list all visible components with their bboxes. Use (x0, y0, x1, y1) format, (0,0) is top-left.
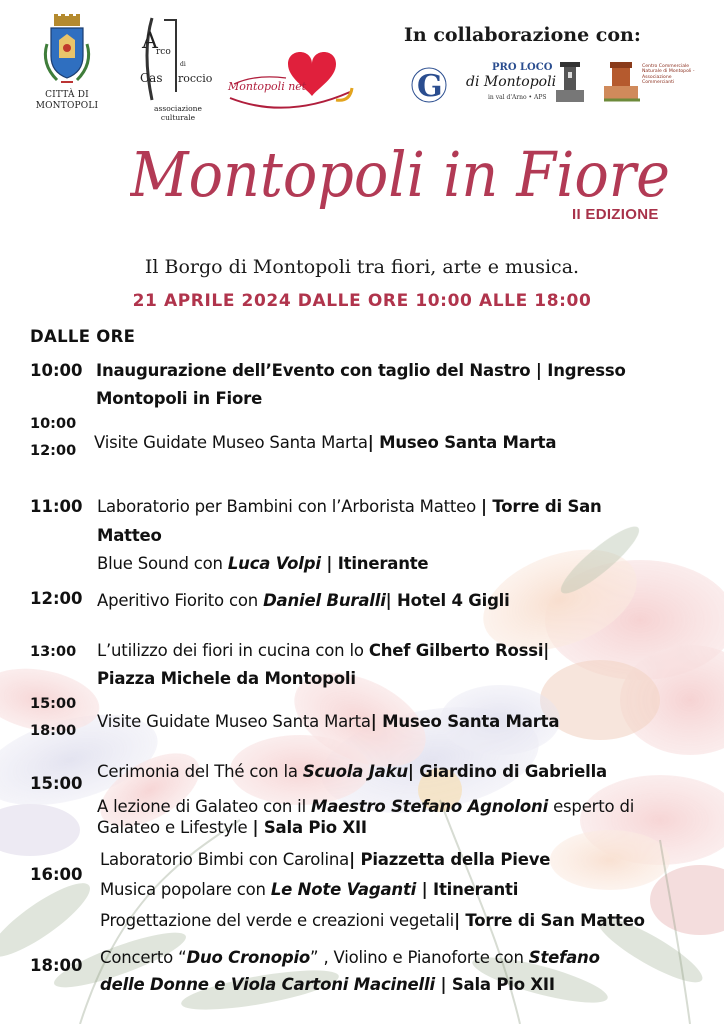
item-text: Musica popolare con (100, 880, 271, 899)
comune-montopoli-logo (34, 14, 100, 122)
pro-loco-main-label: di Montopoli (466, 74, 557, 90)
item-blue-sound (97, 554, 428, 573)
comune-caption-line1: CITTÀ DI (45, 90, 89, 100)
item-artist2-b: delle Donne e Viola Cartoni Macinelli (100, 975, 435, 994)
item-fiori-in-cucina-place: Piazza Michele da Montopoli (97, 669, 356, 688)
arco-text-di: di (180, 61, 186, 68)
centro-commerciale-logo (604, 58, 698, 104)
item-text: Visite Guidate Museo Santa Marta (97, 712, 371, 731)
item-laboratorio-place-line2: Matteo (97, 526, 162, 545)
item-text: A lezione di Galateo con il (97, 797, 311, 816)
tower-icon (554, 60, 586, 106)
item-text: Cerimonia del Thé con la (97, 762, 303, 781)
item-inaugurazione-line2: Montopoli in Fiore (96, 389, 263, 408)
item-concerto-line2 (100, 975, 555, 994)
item-cerimonia-the (97, 762, 607, 781)
event-date: 21 APRILE 2024 DALLE ORE 10:00 ALLE 18:00 (132, 291, 592, 311)
arco-text-roccio: roccio (178, 72, 213, 85)
arco-text-rco: rco (156, 47, 171, 57)
item-artist: Daniel Buralli (263, 591, 386, 610)
time-11-00: 11:00 (30, 497, 83, 516)
item-text3: Galateo e Lifestyle (97, 818, 253, 837)
item-place: | Hotel 4 Gigli (385, 591, 510, 610)
tagline: Il Borgo di Montopoli tra fiori, arte e musica. (144, 256, 580, 278)
item-aperitivo (97, 591, 510, 610)
montopoli-net-logo (226, 44, 356, 120)
item-place: | Giardino di Gabriella (407, 762, 607, 781)
item-artist: Duo Cronopio (186, 948, 311, 967)
item-place: | Museo Santa Marta (367, 433, 557, 452)
g-letter: G (417, 69, 443, 104)
item-text: Visite Guidate Museo Santa Marta (94, 433, 368, 452)
item-inaugurazione-line1: Inaugurazione dell’Evento con taglio del Nastro | Ingresso (96, 361, 626, 380)
item-place: | Torre di San (481, 497, 602, 516)
schedule-heading: DALLE ORE (30, 327, 136, 346)
item-text: Progettazione del verde e creazioni vegetali (100, 911, 455, 930)
item-text: L’utilizzo dei fiori in cucina con lo (97, 641, 369, 660)
item-artist: Luca Volpi (227, 554, 321, 573)
time-12-00: 12:00 (30, 589, 83, 608)
pro-loco-top-label: PRO LOCO (492, 62, 553, 73)
time-13-00: 13:00 (30, 644, 77, 660)
comune-crest-icon (39, 14, 95, 90)
item-progettazione-verde (100, 911, 645, 930)
pro-loco-logo (462, 58, 586, 108)
item-text2: esperto di (548, 797, 635, 816)
item-place: | Itineranti (416, 880, 519, 899)
time-12-00-end: 12:00 (30, 443, 77, 459)
montopoli-net-label: Montopoli net (228, 80, 307, 93)
item-musica-popolare (100, 880, 518, 899)
collaboration-heading: In collaborazione con: (404, 24, 641, 46)
item-place: | Itinerante (320, 554, 429, 573)
time-18-00: 18:00 (30, 956, 83, 975)
event-title-text: Montopoli in Fiore (130, 138, 671, 211)
item-galateo-line2 (97, 818, 367, 837)
time-15-00: 15:00 (30, 774, 83, 793)
arco-caption: associazione culturale (154, 104, 202, 122)
item-place: | Sala Pio XII (252, 818, 367, 837)
item-text: Laboratorio per Bambini con l’Arborista Matteo (97, 497, 482, 516)
item-place: | Piazzetta della Pieve (349, 850, 551, 869)
time-16-00: 16:00 (30, 865, 83, 884)
arco-text-cas: Cas (140, 71, 163, 85)
item-laboratorio-bambini (97, 497, 602, 516)
item-chef: Chef Gilberto Rossi| (368, 641, 550, 660)
arco-letter-a: A (142, 29, 158, 54)
item-artist2-a: Stefano (528, 948, 600, 967)
item-laboratorio-bimbi (100, 850, 550, 869)
item-visite-guidate-1 (94, 433, 556, 452)
item-visite-guidate-2 (97, 712, 559, 731)
item-artist: Maestro Stefano Agnoloni (311, 797, 549, 816)
time-10-00: 10:00 (30, 361, 83, 380)
item-artist: Scuola Jaku (302, 762, 408, 781)
arco-di-castruccio-logo (138, 12, 218, 122)
time-18-00-end: 18:00 (30, 723, 77, 739)
item-place: | Torre di San Matteo (454, 911, 645, 930)
item-text: Laboratorio Bimbi con Carolina (100, 850, 350, 869)
item-place: | Sala Pio XII (434, 975, 555, 994)
arco-arch-icon (138, 12, 218, 104)
item-artist: Le Note Vaganti (270, 880, 417, 899)
item-galateo-line1 (97, 797, 634, 816)
item-concerto-line1 (100, 948, 600, 967)
edition-label: II EDIZIONE (572, 206, 659, 223)
item-fiori-in-cucina (97, 641, 549, 660)
g-partner-logo (410, 64, 448, 106)
time-15-00-start: 15:00 (30, 696, 77, 712)
centro-commerciale-text: Centro Commerciale Naturale di Montopoli - Associazione Commercianti (642, 64, 695, 86)
g-letter-icon (410, 64, 448, 106)
time-10-00-start: 10:00 (30, 416, 77, 432)
item-text: Blue Sound con (97, 554, 228, 573)
pro-loco-sub-label: in val d'Arno • APS (488, 94, 547, 101)
comune-caption-line2: MONTOPOLI (35, 101, 99, 111)
item-text: Concerto “ (100, 948, 187, 967)
item-text2: ” , Violino e Pianoforte con (310, 948, 529, 967)
castle-tower-icon (604, 58, 640, 102)
item-text: Aperitivo Fiorito con (97, 591, 264, 610)
item-place: | Museo Santa Marta (370, 712, 560, 731)
